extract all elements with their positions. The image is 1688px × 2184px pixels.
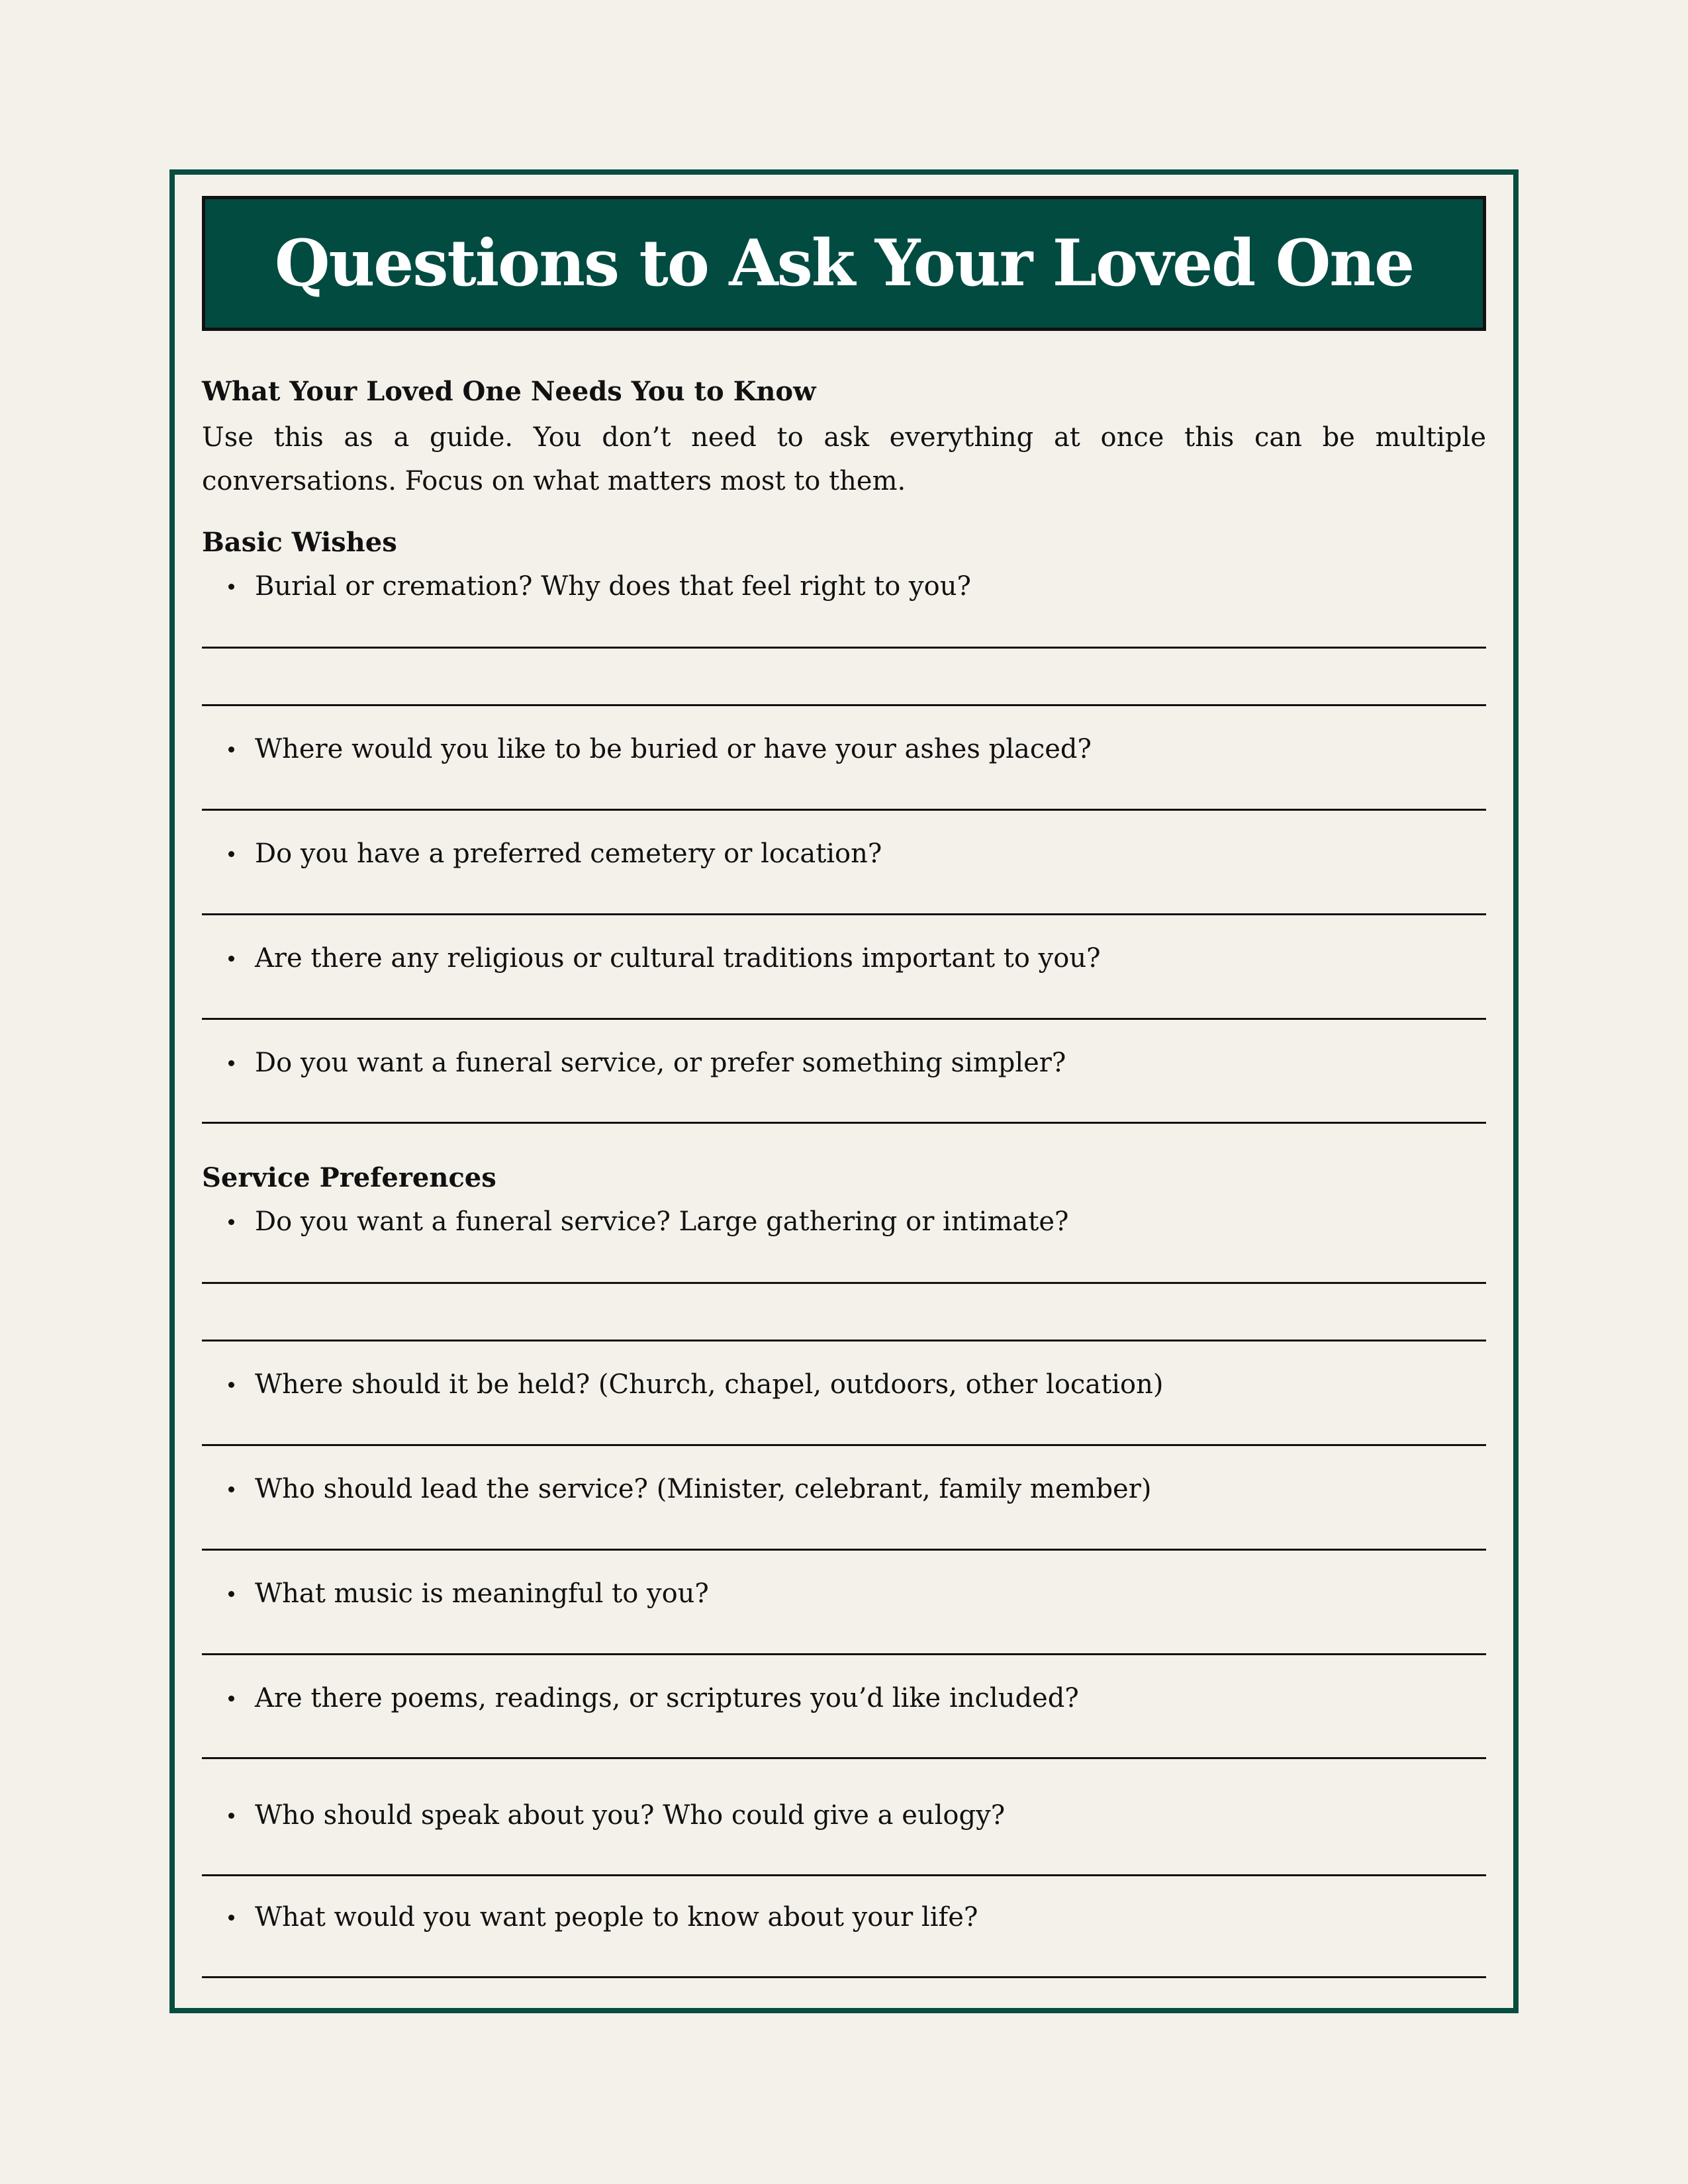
answer-line[interactable] <box>202 1653 1486 1655</box>
answer-line[interactable] <box>202 1122 1486 1124</box>
answer-line[interactable] <box>202 913 1486 915</box>
section-heading-basic-wishes: Basic Wishes <box>202 527 397 558</box>
question-text: Where should it be held? (Church, chapel, outdoors, other location) <box>255 1369 1164 1400</box>
bullet-icon <box>228 1915 234 1921</box>
answer-line[interactable] <box>202 1976 1486 1978</box>
question-text: What would you want people to know about your life? <box>255 1902 978 1933</box>
question-text: Are there poems, readings, or scriptures you’d like included? <box>255 1683 1079 1713</box>
bullet-icon <box>228 747 234 752</box>
answer-line[interactable] <box>202 1340 1486 1342</box>
bullet-icon <box>228 1486 234 1492</box>
intro-text: Use this as a guide. You don’t need to ask everything at once this can be multiple conversations. Focus on what matters most to them. <box>202 422 1486 496</box>
answer-line[interactable] <box>202 1018 1486 1020</box>
question-text: Do you want a funeral service, or prefer something simpler? <box>255 1048 1066 1078</box>
answer-line[interactable] <box>202 1549 1486 1551</box>
page-title: Questions to Ask Your Loved One <box>274 226 1414 300</box>
answer-line[interactable] <box>202 704 1486 706</box>
answer-line[interactable] <box>202 809 1486 811</box>
question-text: Burial or cremation? Why does that feel right to you? <box>255 571 971 602</box>
answer-line[interactable] <box>202 647 1486 649</box>
question-text: Where would you like to be buried or have your ashes placed? <box>255 734 1092 764</box>
bullet-icon <box>228 1696 234 1702</box>
bullet-icon <box>228 1219 234 1225</box>
bullet-icon <box>228 956 234 962</box>
section-heading-service-preferences: Service Preferences <box>202 1162 496 1193</box>
intro-heading: What Your Loved One Needs You to Know <box>202 376 816 407</box>
question-text: Are there any religious or cultural traditions important to you? <box>255 943 1101 974</box>
answer-line[interactable] <box>202 1282 1486 1284</box>
title-banner <box>202 196 1486 331</box>
bullet-icon <box>228 1591 234 1597</box>
bullet-icon <box>228 1060 234 1066</box>
answer-line[interactable] <box>202 1874 1486 1876</box>
question-text: Who should lead the service? (Minister, celebrant, family member) <box>255 1474 1152 1504</box>
bullet-icon <box>228 1382 234 1388</box>
question-text: What music is meaningful to you? <box>255 1578 709 1609</box>
bullet-icon <box>228 1813 234 1819</box>
answer-line[interactable] <box>202 1444 1486 1446</box>
answer-line[interactable] <box>202 1757 1486 1759</box>
bullet-icon <box>228 584 234 590</box>
question-text: Do you want a funeral service? Large gathering or intimate? <box>255 1206 1069 1237</box>
bullet-icon <box>228 851 234 857</box>
question-text: Who should speak about you? Who could give a eulogy? <box>255 1800 1006 1831</box>
question-text: Do you have a preferred cemetery or location? <box>255 839 882 869</box>
